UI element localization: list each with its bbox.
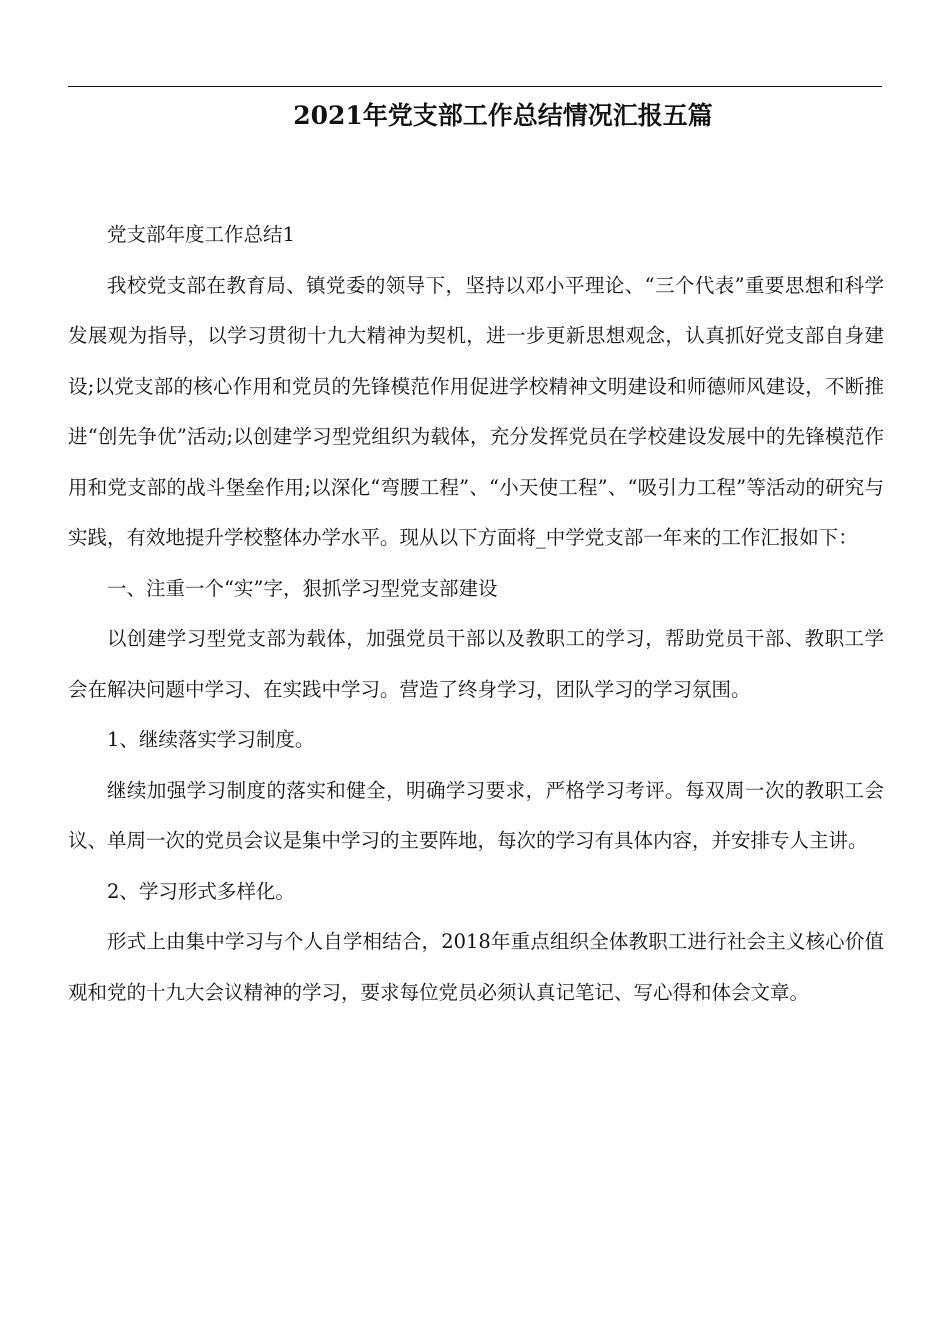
paragraph: 以创建学习型党支部为载体，加强党员干部以及教职工的学习，帮助党员干部、教职工学会在解决问题中学习、在实践中学习。营造了终身学习，团队学习的学习氛围。 [68, 627, 884, 701]
subsection-heading: 1、继续落实学习制度。 [107, 728, 315, 751]
subsection-heading: 2、学习形式多样化。 [107, 879, 295, 903]
document-title: 2021年党支部工作总结情况汇报五篇 [293, 101, 713, 130]
header-rule [68, 86, 882, 87]
section-heading: 党支部年度工作总结1 [107, 223, 295, 246]
paragraph: 我校党支部在教育局、镇党委的领导下，坚持以邓小平理论、“三个代表”重要思想和科学发展观为指导，以学习贯彻十九大精神为契机，进一步更新思想观念，认真抓好党支部自身建设;以党支部的核心作用和党员的先锋模范作用促进学校精神文明建设和师德师风建设，不断推进“创先争优”活动;以创建学习型党组织为载体，充分发挥党员在学校建设发展中的先锋模范作用和党支部的战斗堡垒作用;以深化“弯腰工程”、“小天使工程”、“吸引力工程”等活动的研究与实践，有效地提升学校整体办学水平。现从以下方面将_中学党支部一年来的工作汇报如下： [68, 273, 884, 549]
paragraph: 形式上由集中学习与个人自学相结合，2018年重点组织全体教职工进行社会主义核心价值观和党的十九大会议精神的学习，要求每位党员必须认真记笔记、写心得和体会文章。 [68, 930, 884, 1004]
paragraph: 继续加强学习制度的落实和健全，明确学习要求，严格学习考评。每双周一次的教职工会议、单周一次的党员会议是集中学习的主要阵地，每次的学习有具体内容，并安排专人主讲。 [68, 778, 884, 852]
document-body [68, 210, 884, 1018]
section-heading: 一、注重一个“实”字，狠抓学习型党支部建设 [107, 576, 498, 600]
